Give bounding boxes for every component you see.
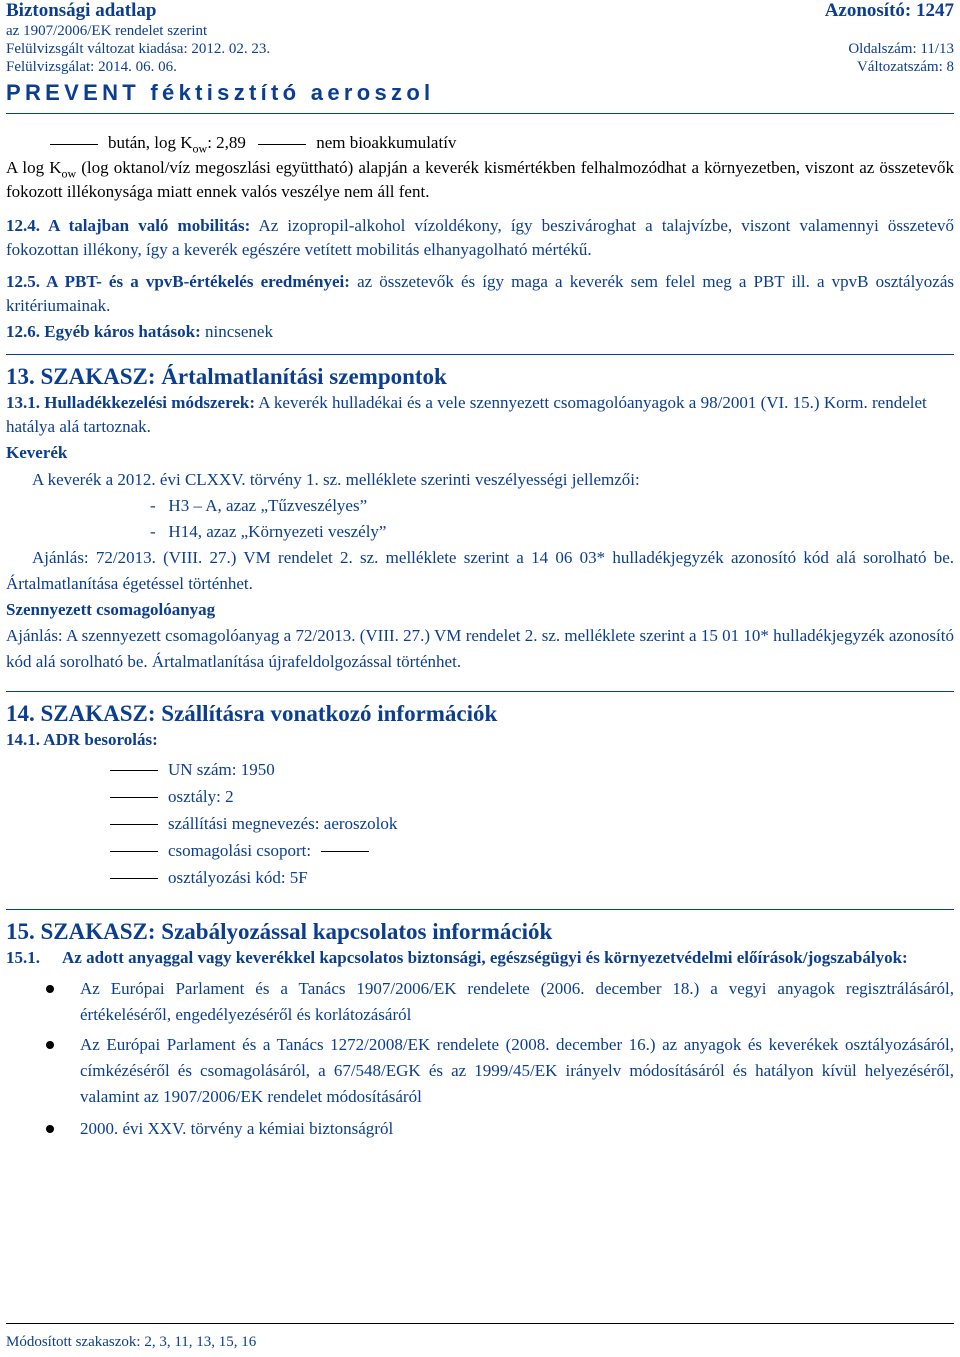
section-13 [6,354,954,675]
section-divider [6,909,954,910]
product-name: PREVENT féktisztító aeroszol [6,80,435,105]
list-item: szállítási megnevezés: aeroszolok [110,810,954,837]
page-header [6,0,954,114]
page-number: Oldalszám: 11/13 [848,41,954,57]
modified-sections: Módosított szakaszok: 2, 3, 11, 13, 15, 16 [6,1334,257,1350]
section-divider [6,354,954,355]
list-item: csomagolási csoport: [110,837,954,864]
packaging-heading: Szennyezett csomagolóanyag [6,599,216,619]
revision-date: Felülvizsgálat: 2014. 06. 06. [6,59,177,75]
section-13-title: 13. SZAKASZ: Ártalmatlanítási szempontok [6,363,447,389]
revised-edition: Felülvizsgált változat kiadása: 2012. 02. 23. [6,41,271,57]
list-item: Az Európai Parlament és a Tanács 1907/2006/EK rendelete (2006. december 18.) a vegyi anyagok regisztrálásáról, értékeléséről, engedélyezéséről és korlátozásáról [6,976,954,1028]
bullet-icon [6,1116,80,1142]
regulations-list [6,976,954,1142]
adr-list [6,756,954,891]
pbt-assessment: 12.5. A PBT- és a vpvB-értékelés eredményei: az összetevők és így maga a keverék sem felel meg a PBT ill. a vpvB osztályozás kritériumainak. [6,271,954,315]
bullet-icon [6,976,80,1028]
mixture-line: A keverék a 2012. évi CLXXV. törvény 1. sz. melléklete szerinti veszélyességi jellemzői: [32,469,640,489]
section-15-title: 15. SZAKASZ: Szabályozással kapcsolatos információk [6,918,553,944]
hazard-item: - H3 – A, azaz „Tűzveszélyes” [150,495,368,515]
packaging-recommendation: Ajánlás: A szennyezett csomagolóanyag a 72/2013. (VIII. 27.) VM rendelet 2. sz. melléklete szerint a 15 01 10* hulladékjegyzék azonosító kód alá sorolható be. Ártalmatlanítása újrafeldolgozással történhet. [6,625,954,671]
document-title: Biztonsági adatlap [6,0,157,21]
list-item: osztályozási kód: 5F [110,864,954,891]
soil-mobility: 12.4. A talajban való mobilitás: Az izopropil-alkohol vízoldékony, így beszivároghat a talajvízbe, viszont valamennyi összetevő fokozottan illékony, így a keverék egészére vetített mobilitás elhanyagolható mértékű. [6,215,954,259]
document-page [6,0,954,1142]
waste-methods: 13.1. Hulladékkezelési módszerek: A keverék hulladékai és a vele szennyezett csomagolóanyagok a 98/2001 (VI. 15.) Korm. rendelet hatálya alá tartoznak. [6,392,927,436]
adr-heading: 14.1. ADR besorolás: [6,729,158,749]
section-12-continued [6,130,954,344]
list-item: 2000. évi XXV. törvény a kémiai biztonságról [6,1116,954,1142]
mixture-heading: Keverék [6,442,68,462]
header-divider [6,113,954,114]
list-item: Az Európai Parlament és a Tanács 1272/2008/EK rendelete (2008. december 16.) az anyagok és keverékek osztályozásáról, címkézéséről és csomagolásáról, a 67/548/EGK és az 1999/45/EK irányelv módosításáról és hatályon kívül helyezéséről, valamint az 1907/2006/EK rendelet módosításáról [6,1032,954,1110]
dash-mark [50,144,98,145]
section-15 [6,909,954,1142]
list-item: osztály: 2 [110,783,954,810]
hazard-item: - H14, azaz „Környezeti veszély” [150,521,387,541]
other-effects: 12.6. Egyéb káros hatások: nincsenek [6,321,273,341]
bullet-icon [6,1032,80,1110]
change-number: Változatszám: 8 [856,59,954,75]
logkow-paragraph: A $\log K_{ow}$ (log oktanol/víz megoszlási együttható) alapján a keverék kismértékben felhalmozódhat a környezetben, viszont az összetevők fokozott illékonysága miatt ennek valós veszélye nem áll fent. [6,157,954,201]
page-footer [6,1323,954,1352]
butane-line: bután, $\log K_{ow}$: 2,89 nem bioakkumulatív [6,130,954,156]
regulations-heading: 15.1. Az adott anyaggal vagy keverékkel kapcsolatos biztonsági, egészségügyi és környezetvédelmi előírások/jogszabályok: [6,947,908,967]
dash-mark [258,144,306,145]
mixture-recommendation: Ajánlás: 72/2013. (VIII. 27.) VM rendelet 2. sz. melléklete szerint a 14 06 03* hulladékjegyzék azonosító kód alá sorolható be. Ártalmatlanítása égetéssel történhet. [6,547,954,593]
regulation-ref: az 1907/2006/EK rendelet szerint [6,23,208,39]
document-id: Azonosító: 1247 [824,0,954,21]
section-14-title: 14. SZAKASZ: Szállításra vonatkozó információk [6,700,498,726]
section-divider [6,691,954,692]
section-14 [6,691,954,891]
list-item: UN szám: 1950 [110,756,954,783]
